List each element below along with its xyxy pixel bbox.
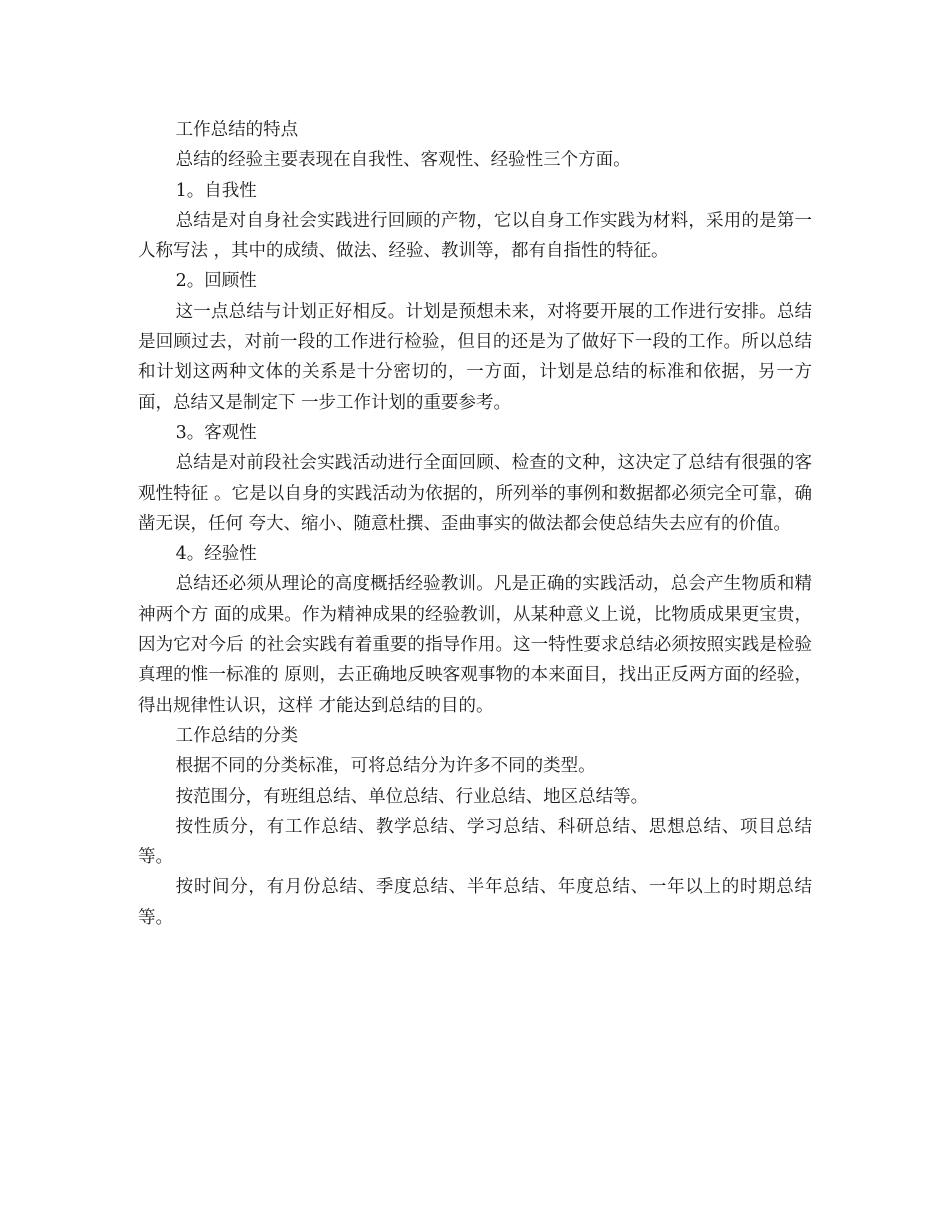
paragraph-by-scope: 按范围分，有班组总结、单位总结、行业总结、地区总结等。: [175, 786, 649, 807]
paragraph-review: 这一点总结与计划正好相反。计划是预想未来，对将要开展的工作进行安排。总结是回顾过去，对前一段的工作进行检验，但目的还是为了做好下一段的工作。所以总结和计划这两种文体的关系是十分密切的，一方面，计划是总结的标准和依据，另一方面，总结又是制定下 一步工作计划的重要参考。: [138, 301, 812, 413]
subheading-review: 2。回顾性: [175, 271, 257, 292]
paragraph-categories-intro: 根据不同的分类标准，可将总结分为许多不同的类型。: [175, 756, 596, 777]
section-heading-features: 工作总结的特点: [175, 120, 299, 140]
paragraph-intro: 总结的经验主要表现在自我性、客观性、经验性三个方面。: [175, 150, 631, 171]
paragraph-self: 总结是对自身社会实践进行回顾的产物，它以自身工作实践为材料，采用的是第一人称写法 ，其中的成绩、做法、经验、教训等，都有自指性的特征。: [138, 210, 812, 262]
paragraph-by-nature: 按性质分，有工作总结、教学总结、学习总结、科研总结、思想总结、项目总结等。: [138, 816, 812, 868]
document-body: [138, 115, 812, 933]
section-heading-categories: 工作总结的分类: [175, 725, 299, 746]
paragraph-by-time: 按时间分，有月份总结、季度总结、半年总结、年度总结、一年以上的时期总结等。: [138, 877, 812, 928]
paragraph-objective: 总结是对前段社会实践活动进行全面回顾、检查的文种，这决定了总结有很强的客观性特征 。它是以自身的实践活动为依据的，所列举的事例和数据都必须完全可靠，确凿无误，任何 夸大、缩小、随意杜撰、歪曲事实的做法都会使总结失去应有的价值。: [138, 453, 812, 534]
paragraph-experience: 总结还必须从理论的高度概括经验教训。凡是正确的实践活动，总会产生物质和精神两个方 面的成果。作为精神成果的经验教训，从某种意义上说，比物质成果更宝贵，因为它对今后 的社会实践有着重要的指导作用。这一特性要求总结必须按照实践是检验真理的惟一标准的 原则，去正确地反映客观事物的本来面目，找出正反两方面的经验，得出规律性认识，这样 才能达到总结的目的。: [138, 574, 812, 716]
subheading-experience: 4。经验性: [175, 544, 257, 565]
subheading-self: 1。自我性: [175, 180, 257, 201]
subheading-objective: 3。客观性: [175, 422, 257, 443]
